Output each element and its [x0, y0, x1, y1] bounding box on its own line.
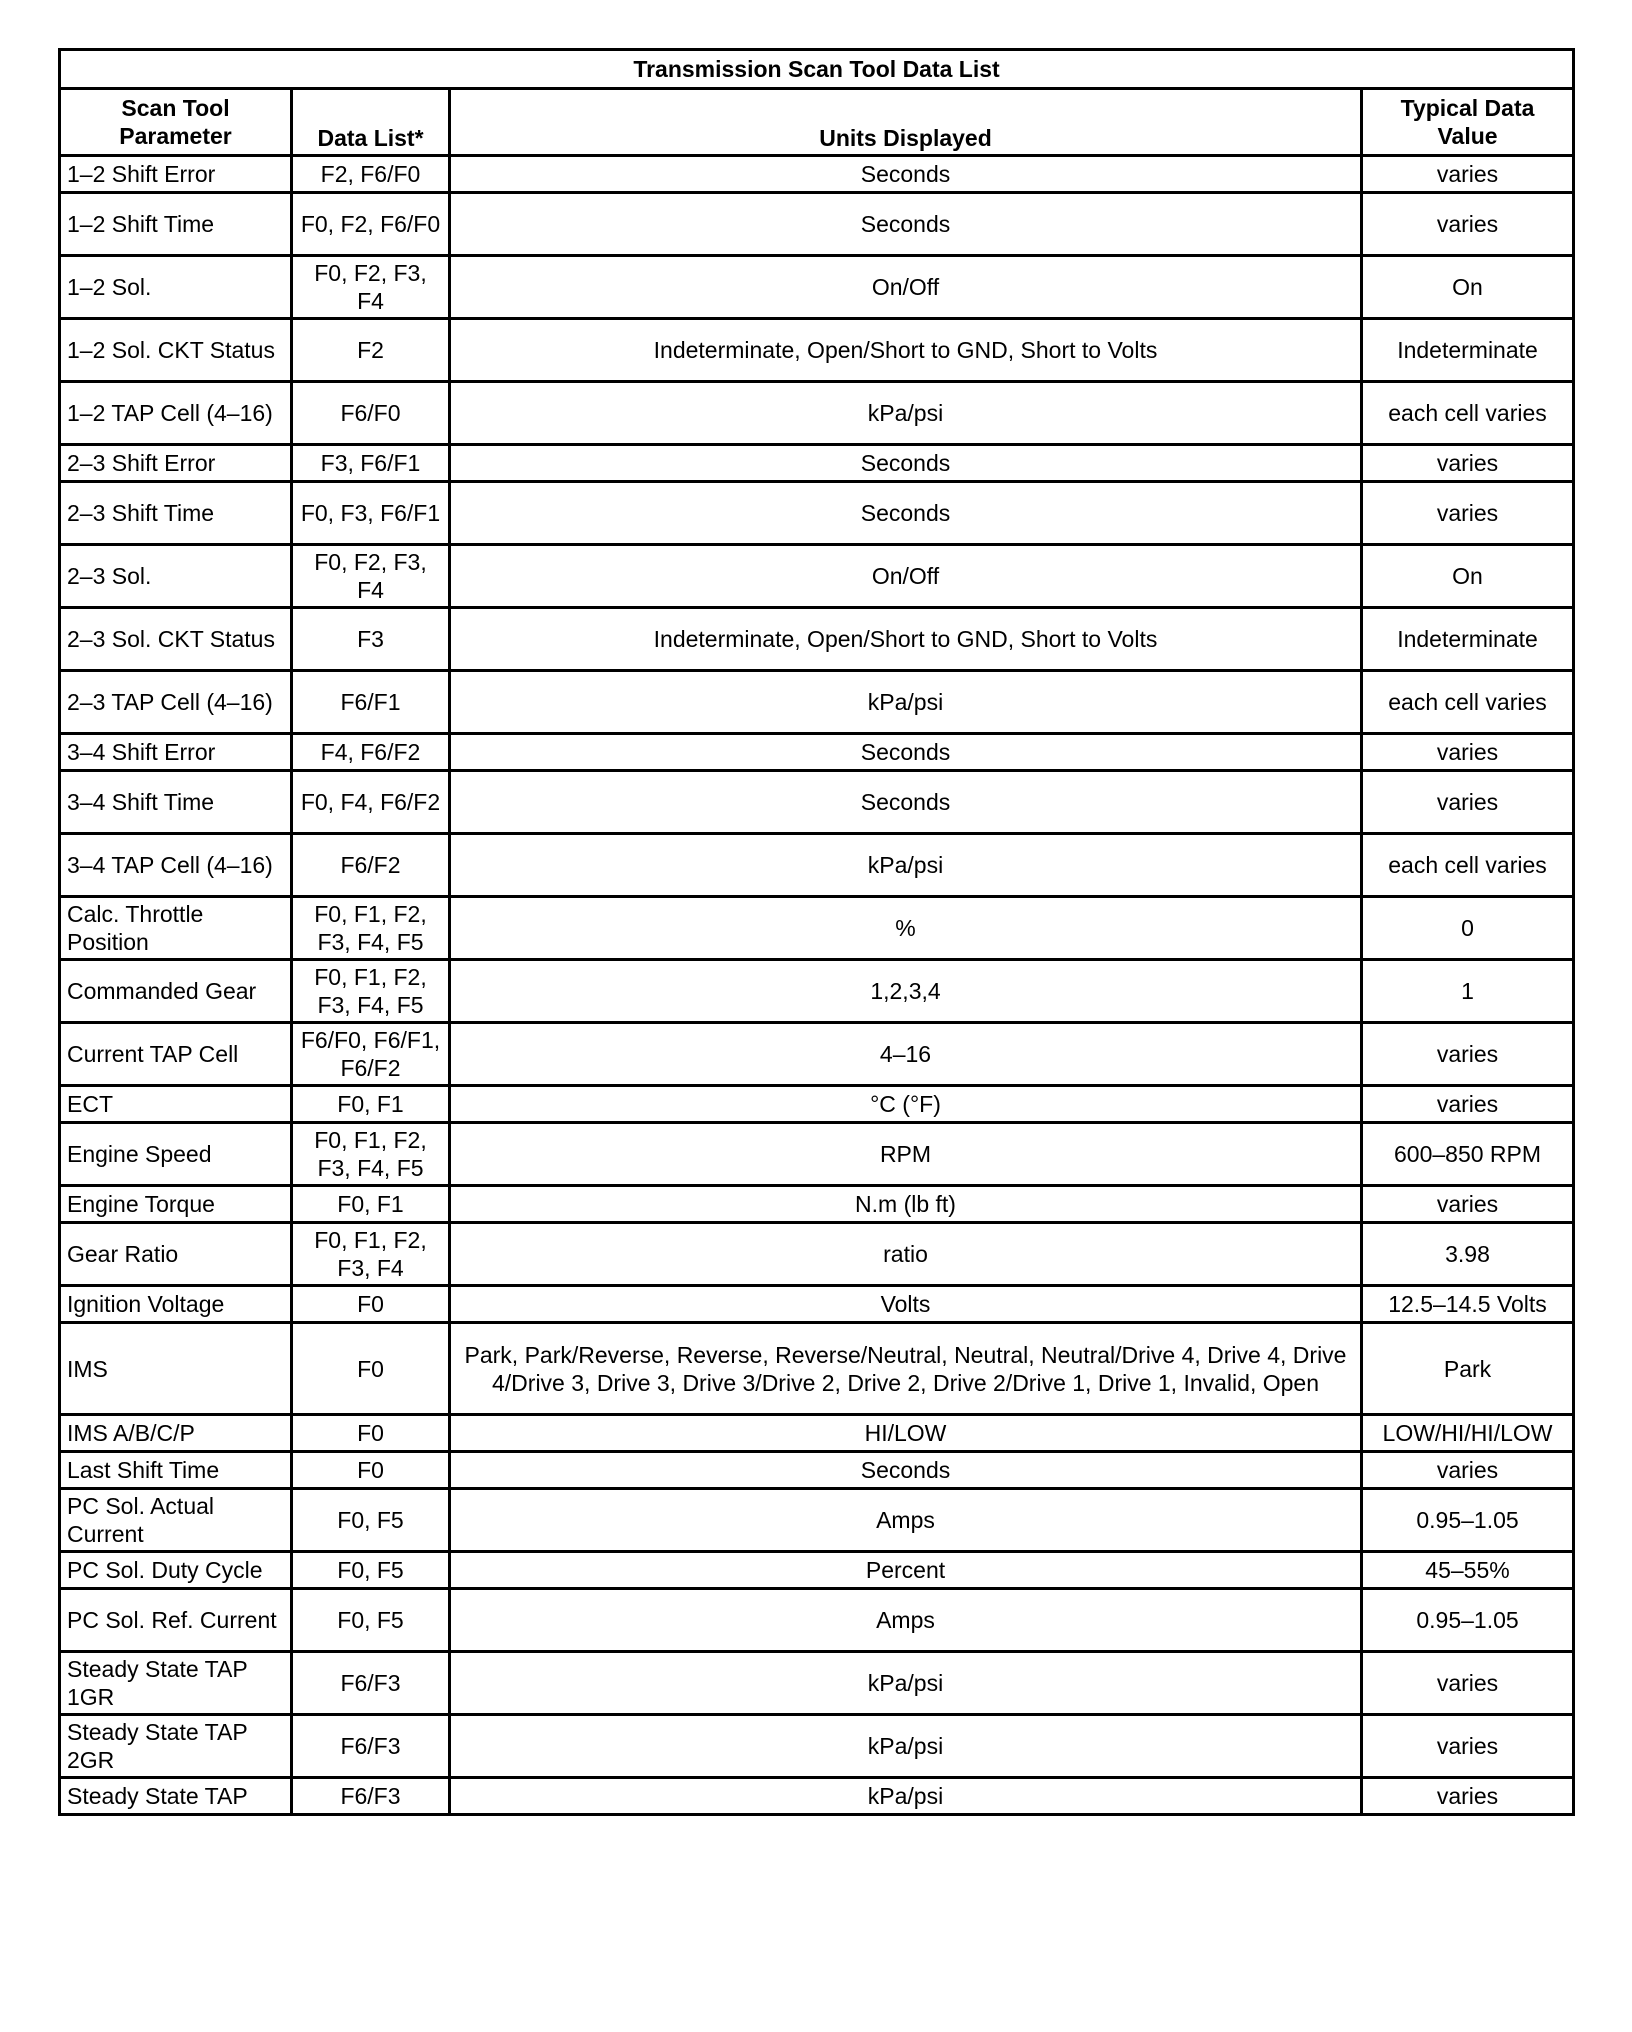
cell-data-list: F0	[292, 1415, 450, 1452]
cell-parameter: 1–2 Shift Error	[60, 156, 292, 193]
table-row	[60, 256, 1574, 319]
cell-data-list: F6/F3	[292, 1715, 450, 1778]
table-row	[60, 1323, 1574, 1415]
table-row	[60, 671, 1574, 734]
cell-data-list: F3, F6/F1	[292, 445, 450, 482]
cell-parameter: IMS A/B/C/P	[60, 1415, 292, 1452]
cell-units-displayed: Amps	[450, 1489, 1362, 1552]
scan-tool-data-table	[58, 48, 1575, 1816]
cell-data-list: F2	[292, 319, 450, 382]
cell-typical-value: each cell varies	[1362, 671, 1574, 734]
cell-typical-value: Park	[1362, 1323, 1574, 1415]
cell-data-list: F0, F1, F2, F3, F4, F5	[292, 897, 450, 960]
table-row	[60, 545, 1574, 608]
cell-data-list: F0, F2, F6/F0	[292, 193, 450, 256]
table-row	[60, 1489, 1574, 1552]
cell-units-displayed: Seconds	[450, 156, 1362, 193]
cell-data-list: F3	[292, 608, 450, 671]
cell-typical-value: 0.95–1.05	[1362, 1489, 1574, 1552]
cell-data-list: F0, F4, F6/F2	[292, 771, 450, 834]
cell-units-displayed: N.m (lb ft)	[450, 1186, 1362, 1223]
cell-data-list: F0	[292, 1286, 450, 1323]
cell-data-list: F0, F3, F6/F1	[292, 482, 450, 545]
cell-typical-value: varies	[1362, 1186, 1574, 1223]
cell-data-list: F0	[292, 1323, 450, 1415]
cell-parameter: Steady State TAP 1GR	[60, 1652, 292, 1715]
cell-data-list: F6/F1	[292, 671, 450, 734]
cell-typical-value: 3.98	[1362, 1223, 1574, 1286]
cell-parameter: 1–2 TAP Cell (4–16)	[60, 382, 292, 445]
cell-parameter: ECT	[60, 1086, 292, 1123]
cell-typical-value: LOW/HI/HI/LOW	[1362, 1415, 1574, 1452]
cell-parameter: 2–3 TAP Cell (4–16)	[60, 671, 292, 734]
cell-units-displayed: Indeterminate, Open/Short to GND, Short to Volts	[450, 319, 1362, 382]
cell-parameter: 1–2 Shift Time	[60, 193, 292, 256]
table-row	[60, 1415, 1574, 1452]
cell-typical-value: each cell varies	[1362, 382, 1574, 445]
cell-parameter: Steady State TAP	[60, 1778, 292, 1815]
cell-units-displayed: kPa/psi	[450, 1715, 1362, 1778]
cell-data-list: F0, F5	[292, 1489, 450, 1552]
cell-typical-value: varies	[1362, 771, 1574, 834]
cell-units-displayed: Seconds	[450, 734, 1362, 771]
cell-data-list: F0, F5	[292, 1589, 450, 1652]
table-row	[60, 1652, 1574, 1715]
cell-data-list: F0, F5	[292, 1552, 450, 1589]
cell-data-list: F2, F6/F0	[292, 156, 450, 193]
cell-units-displayed: Seconds	[450, 771, 1362, 834]
table-row	[60, 382, 1574, 445]
cell-typical-value: each cell varies	[1362, 834, 1574, 897]
table-row	[60, 960, 1574, 1023]
cell-units-displayed: Park, Park/Reverse, Reverse, Reverse/Neutral, Neutral, Neutral/Drive 4, Drive 4, Drive 4/Drive 3, Drive 3, Drive 3/Drive 2, Drive 2, Drive 2/Drive 1, Drive 1, Invalid, Open	[450, 1323, 1362, 1415]
cell-parameter: IMS	[60, 1323, 292, 1415]
cell-typical-value: Indeterminate	[1362, 319, 1574, 382]
cell-data-list: F0, F2, F3, F4	[292, 256, 450, 319]
cell-typical-value: varies	[1362, 734, 1574, 771]
cell-data-list: F6/F3	[292, 1652, 450, 1715]
cell-typical-value: varies	[1362, 1086, 1574, 1123]
cell-parameter: Commanded Gear	[60, 960, 292, 1023]
cell-parameter: Calc. Throttle Position	[60, 897, 292, 960]
cell-units-displayed: Seconds	[450, 445, 1362, 482]
cell-units-displayed: kPa/psi	[450, 1652, 1362, 1715]
cell-data-list: F0, F2, F3, F4	[292, 545, 450, 608]
cell-units-displayed: ratio	[450, 1223, 1362, 1286]
cell-units-displayed: Percent	[450, 1552, 1362, 1589]
cell-typical-value: 0	[1362, 897, 1574, 960]
cell-units-displayed: Volts	[450, 1286, 1362, 1323]
table-row	[60, 1086, 1574, 1123]
cell-units-displayed: °C (°F)	[450, 1086, 1362, 1123]
cell-typical-value: varies	[1362, 1778, 1574, 1815]
cell-parameter: Steady State TAP 2GR	[60, 1715, 292, 1778]
cell-data-list: F0, F1, F2, F3, F4, F5	[292, 1123, 450, 1186]
cell-parameter: 2–3 Sol. CKT Status	[60, 608, 292, 671]
table-row	[60, 1715, 1574, 1778]
cell-typical-value: varies	[1362, 1023, 1574, 1086]
table-row	[60, 771, 1574, 834]
cell-parameter: 1–2 Sol. CKT Status	[60, 319, 292, 382]
cell-parameter: 2–3 Shift Error	[60, 445, 292, 482]
cell-units-displayed: kPa/psi	[450, 1778, 1362, 1815]
cell-typical-value: 45–55%	[1362, 1552, 1574, 1589]
cell-parameter: 3–4 Shift Time	[60, 771, 292, 834]
header-typical-value: Typical Data Value	[1362, 89, 1574, 156]
cell-typical-value: On	[1362, 545, 1574, 608]
cell-units-displayed: Seconds	[450, 482, 1362, 545]
cell-parameter: Gear Ratio	[60, 1223, 292, 1286]
cell-units-displayed: Seconds	[450, 1452, 1362, 1489]
cell-data-list: F0, F1	[292, 1086, 450, 1123]
cell-data-list: F6/F3	[292, 1778, 450, 1815]
cell-parameter: 3–4 Shift Error	[60, 734, 292, 771]
cell-typical-value: 600–850 RPM	[1362, 1123, 1574, 1186]
table-row	[60, 608, 1574, 671]
cell-typical-value: varies	[1362, 156, 1574, 193]
cell-typical-value: 1	[1362, 960, 1574, 1023]
cell-data-list: F0, F1, F2, F3, F4	[292, 1223, 450, 1286]
cell-units-displayed: On/Off	[450, 545, 1362, 608]
cell-data-list: F0, F1, F2, F3, F4, F5	[292, 960, 450, 1023]
header-data-list: Data List*	[292, 89, 450, 156]
cell-units-displayed: kPa/psi	[450, 834, 1362, 897]
cell-typical-value: varies	[1362, 1452, 1574, 1489]
cell-data-list: F4, F6/F2	[292, 734, 450, 771]
table-row	[60, 193, 1574, 256]
header-parameter: Scan Tool Parameter	[60, 89, 292, 156]
header-units-displayed: Units Displayed	[450, 89, 1362, 156]
cell-parameter: Current TAP Cell	[60, 1023, 292, 1086]
table-title: Transmission Scan Tool Data List	[60, 50, 1574, 89]
cell-parameter: Engine Speed	[60, 1123, 292, 1186]
cell-typical-value: varies	[1362, 1652, 1574, 1715]
table-row	[60, 1286, 1574, 1323]
table-row	[60, 156, 1574, 193]
cell-units-displayed: RPM	[450, 1123, 1362, 1186]
cell-parameter: 2–3 Sol.	[60, 545, 292, 608]
cell-units-displayed: On/Off	[450, 256, 1362, 319]
table-row	[60, 897, 1574, 960]
cell-parameter: PC Sol. Ref. Current	[60, 1589, 292, 1652]
cell-parameter: 3–4 TAP Cell (4–16)	[60, 834, 292, 897]
table-row	[60, 1223, 1574, 1286]
cell-units-displayed: Indeterminate, Open/Short to GND, Short to Volts	[450, 608, 1362, 671]
cell-parameter: PC Sol. Duty Cycle	[60, 1552, 292, 1589]
cell-typical-value: Indeterminate	[1362, 608, 1574, 671]
cell-data-list: F6/F2	[292, 834, 450, 897]
cell-typical-value: 0.95–1.05	[1362, 1589, 1574, 1652]
cell-data-list: F0	[292, 1452, 450, 1489]
cell-units-displayed: %	[450, 897, 1362, 960]
table-row	[60, 734, 1574, 771]
cell-units-displayed: kPa/psi	[450, 671, 1362, 734]
cell-typical-value: varies	[1362, 445, 1574, 482]
cell-parameter: Engine Torque	[60, 1186, 292, 1223]
table-body	[60, 156, 1574, 1815]
cell-typical-value: varies	[1362, 1715, 1574, 1778]
cell-parameter: PC Sol. Actual Current	[60, 1489, 292, 1552]
table-row	[60, 1023, 1574, 1086]
table-row	[60, 445, 1574, 482]
cell-parameter: 1–2 Sol.	[60, 256, 292, 319]
table-row	[60, 482, 1574, 545]
cell-typical-value: 12.5–14.5 Volts	[1362, 1286, 1574, 1323]
cell-units-displayed: 1,2,3,4	[450, 960, 1362, 1023]
cell-units-displayed: kPa/psi	[450, 382, 1362, 445]
table-row	[60, 1589, 1574, 1652]
cell-units-displayed: 4–16	[450, 1023, 1362, 1086]
table-row	[60, 834, 1574, 897]
cell-parameter: Last Shift Time	[60, 1452, 292, 1489]
table-row	[60, 1778, 1574, 1815]
cell-units-displayed: Seconds	[450, 193, 1362, 256]
cell-data-list: F6/F0	[292, 382, 450, 445]
cell-parameter: 2–3 Shift Time	[60, 482, 292, 545]
cell-typical-value: varies	[1362, 193, 1574, 256]
cell-units-displayed: HI/LOW	[450, 1415, 1362, 1452]
table-row	[60, 1123, 1574, 1186]
cell-typical-value: varies	[1362, 482, 1574, 545]
table-row	[60, 319, 1574, 382]
cell-units-displayed: Amps	[450, 1589, 1362, 1652]
cell-parameter: Ignition Voltage	[60, 1286, 292, 1323]
cell-data-list: F6/F0, F6/F1, F6/F2	[292, 1023, 450, 1086]
table-row	[60, 1186, 1574, 1223]
table-row	[60, 1452, 1574, 1489]
cell-data-list: F0, F1	[292, 1186, 450, 1223]
cell-typical-value: On	[1362, 256, 1574, 319]
table-row	[60, 1552, 1574, 1589]
